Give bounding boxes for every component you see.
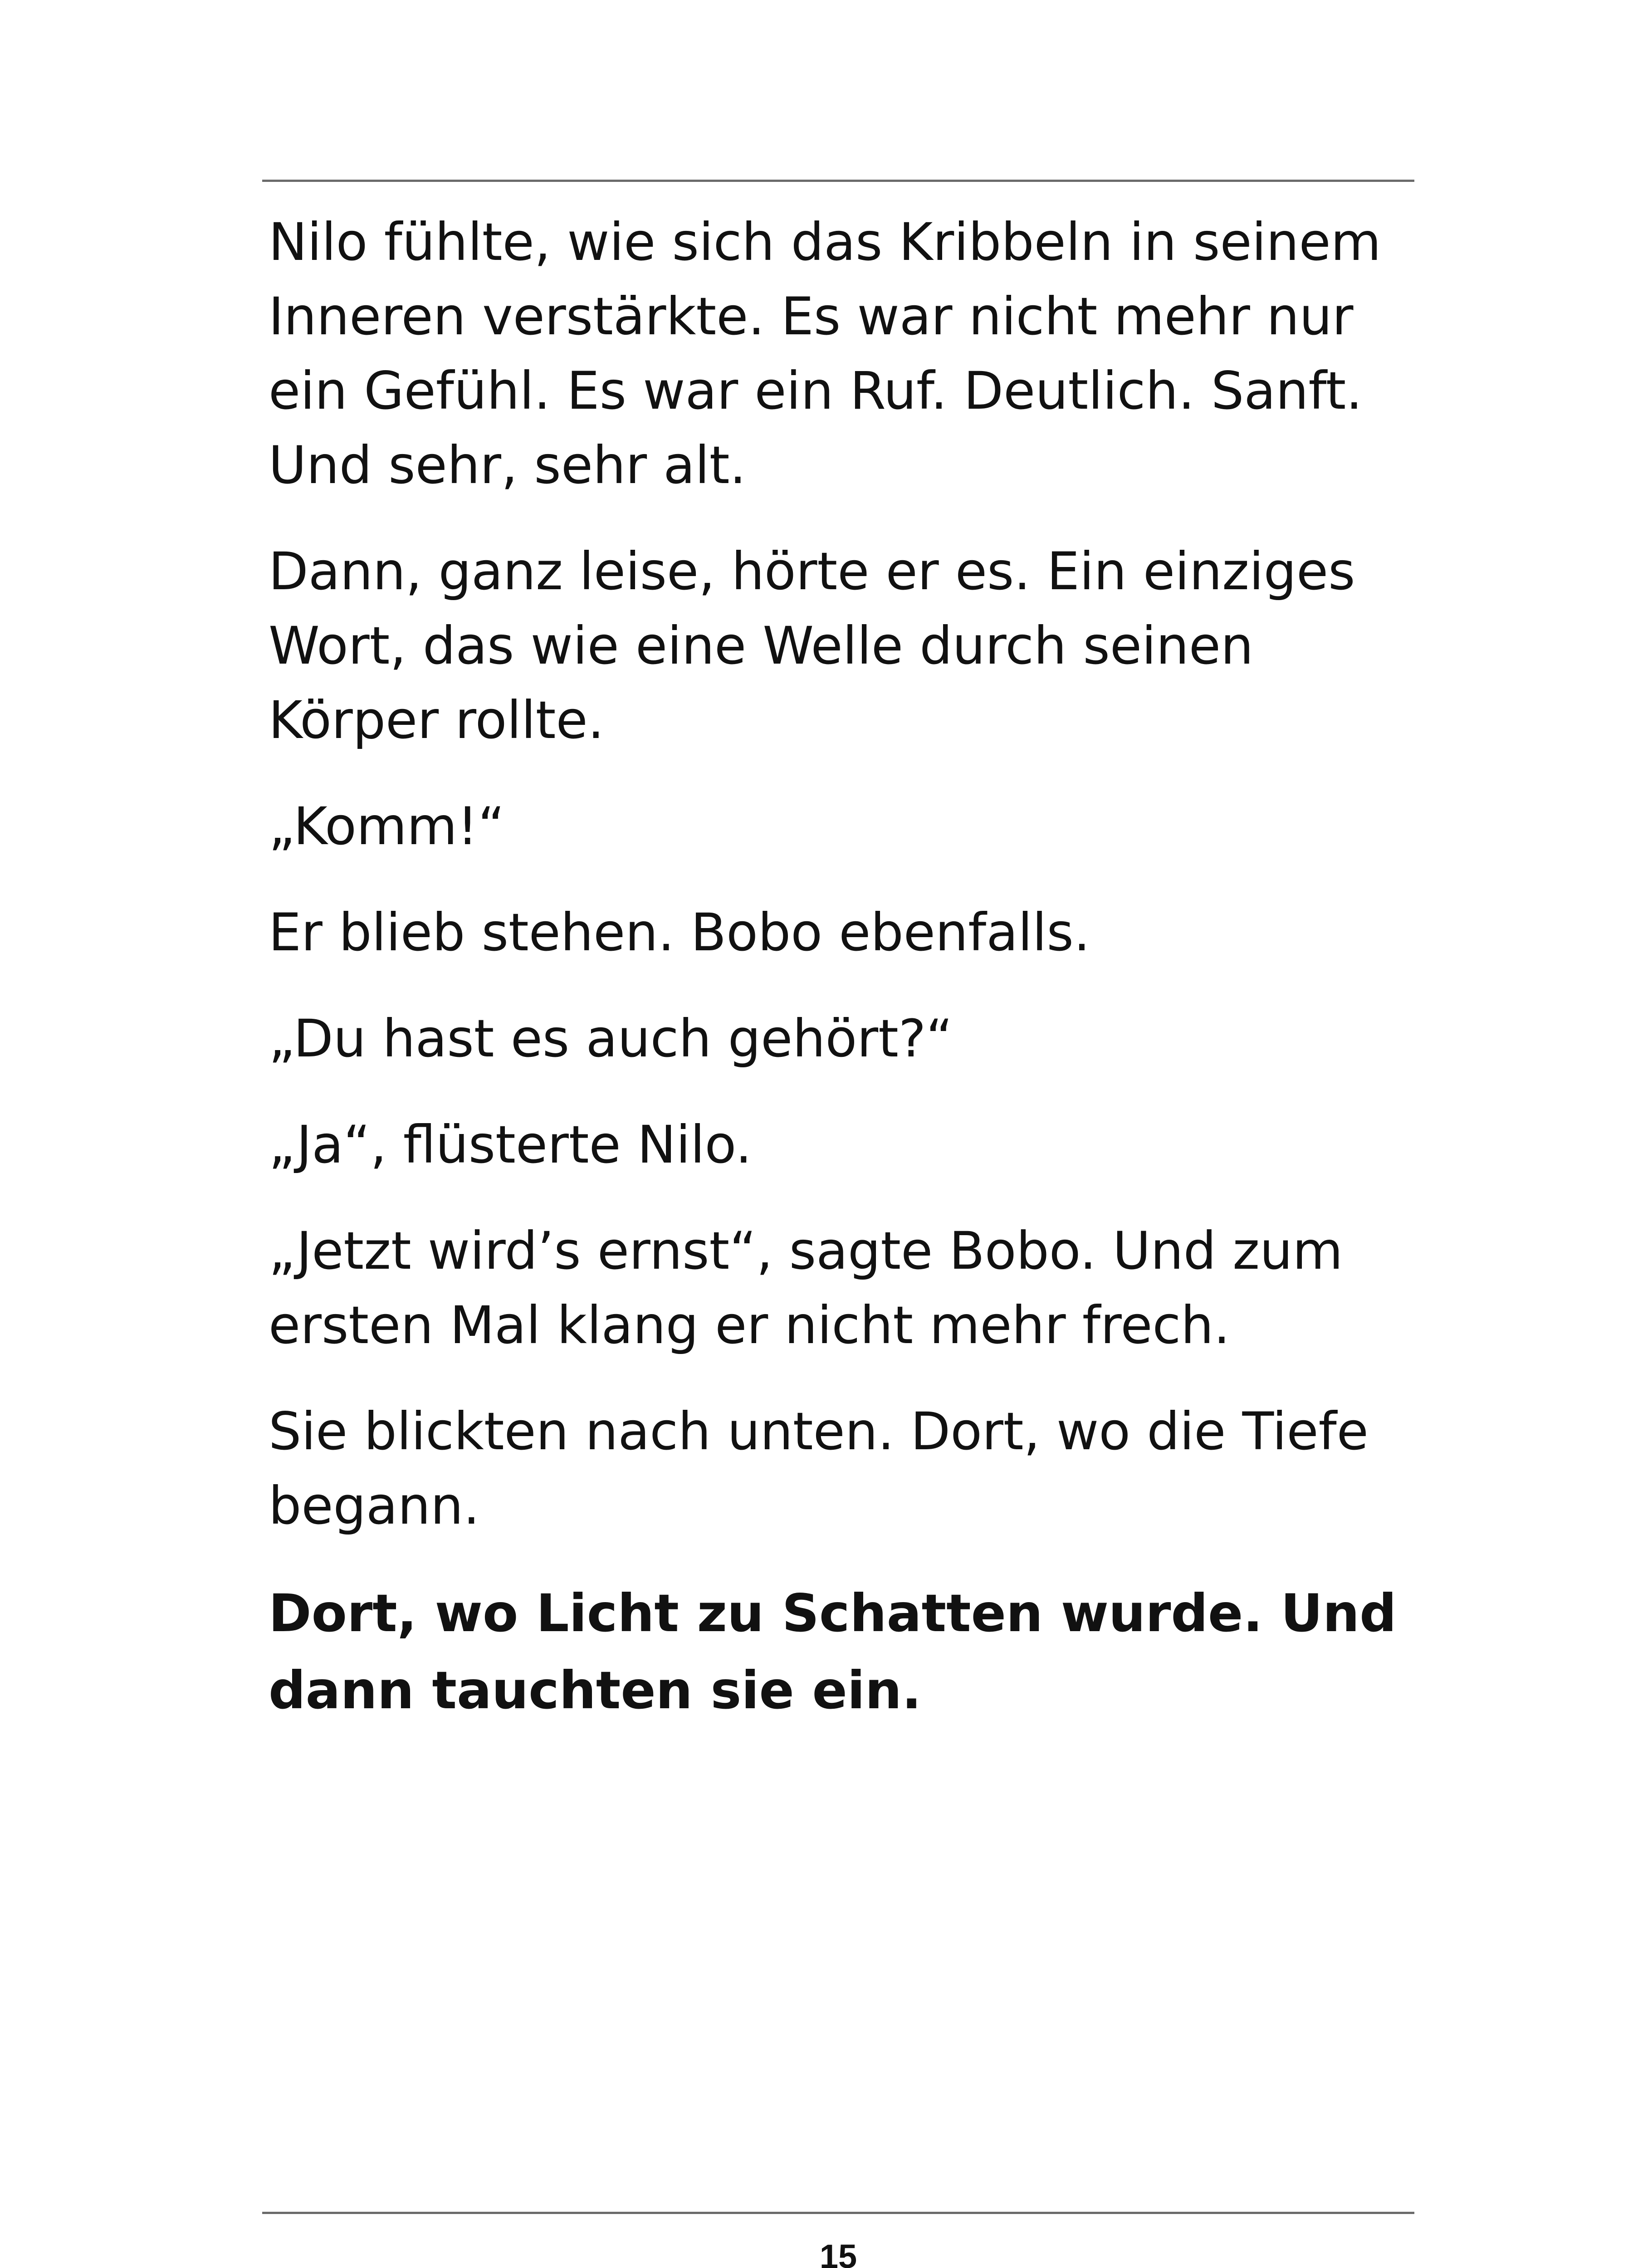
header-rule <box>262 180 1414 182</box>
dialogue-line: „Ja“, flüsterte Nilo. <box>269 1114 752 1175</box>
paragraph: Sie blickten nach unten. Dort, wo die Tiefe begann. <box>269 1401 1369 1536</box>
dialogue-line: „Jetzt wird’s ernst“, sagte Bobo. Und zum ersten Mal klang er nicht mehr frech. <box>269 1221 1343 1355</box>
page-body <box>269 205 1412 1761</box>
paragraph: Er blieb stehen. Bobo ebenfalls. <box>269 902 1090 963</box>
paragraph: Dann, ganz leise, hörte er es. Ein einziges Wort, das wie eine Welle durch seinen Körper rollte. <box>269 541 1355 750</box>
closing-paragraph: Dort, wo Licht zu Schatten wurde. Und dann tauchten sie ein. <box>269 1583 1397 1721</box>
footer-rule <box>262 2212 1414 2214</box>
dialogue-line: „Komm!“ <box>269 796 505 856</box>
paragraph: Nilo fühlte, wie sich das Kribbeln in seinem Inneren verstärkte. Es war nicht mehr nur ein Gefühl. Es war ein Ruf. Deutlich. Sanft. Und sehr, sehr alt. <box>269 212 1381 495</box>
page-number: 15 <box>819 2238 857 2268</box>
dialogue-line: „Du hast es auch gehört?“ <box>269 1008 953 1069</box>
